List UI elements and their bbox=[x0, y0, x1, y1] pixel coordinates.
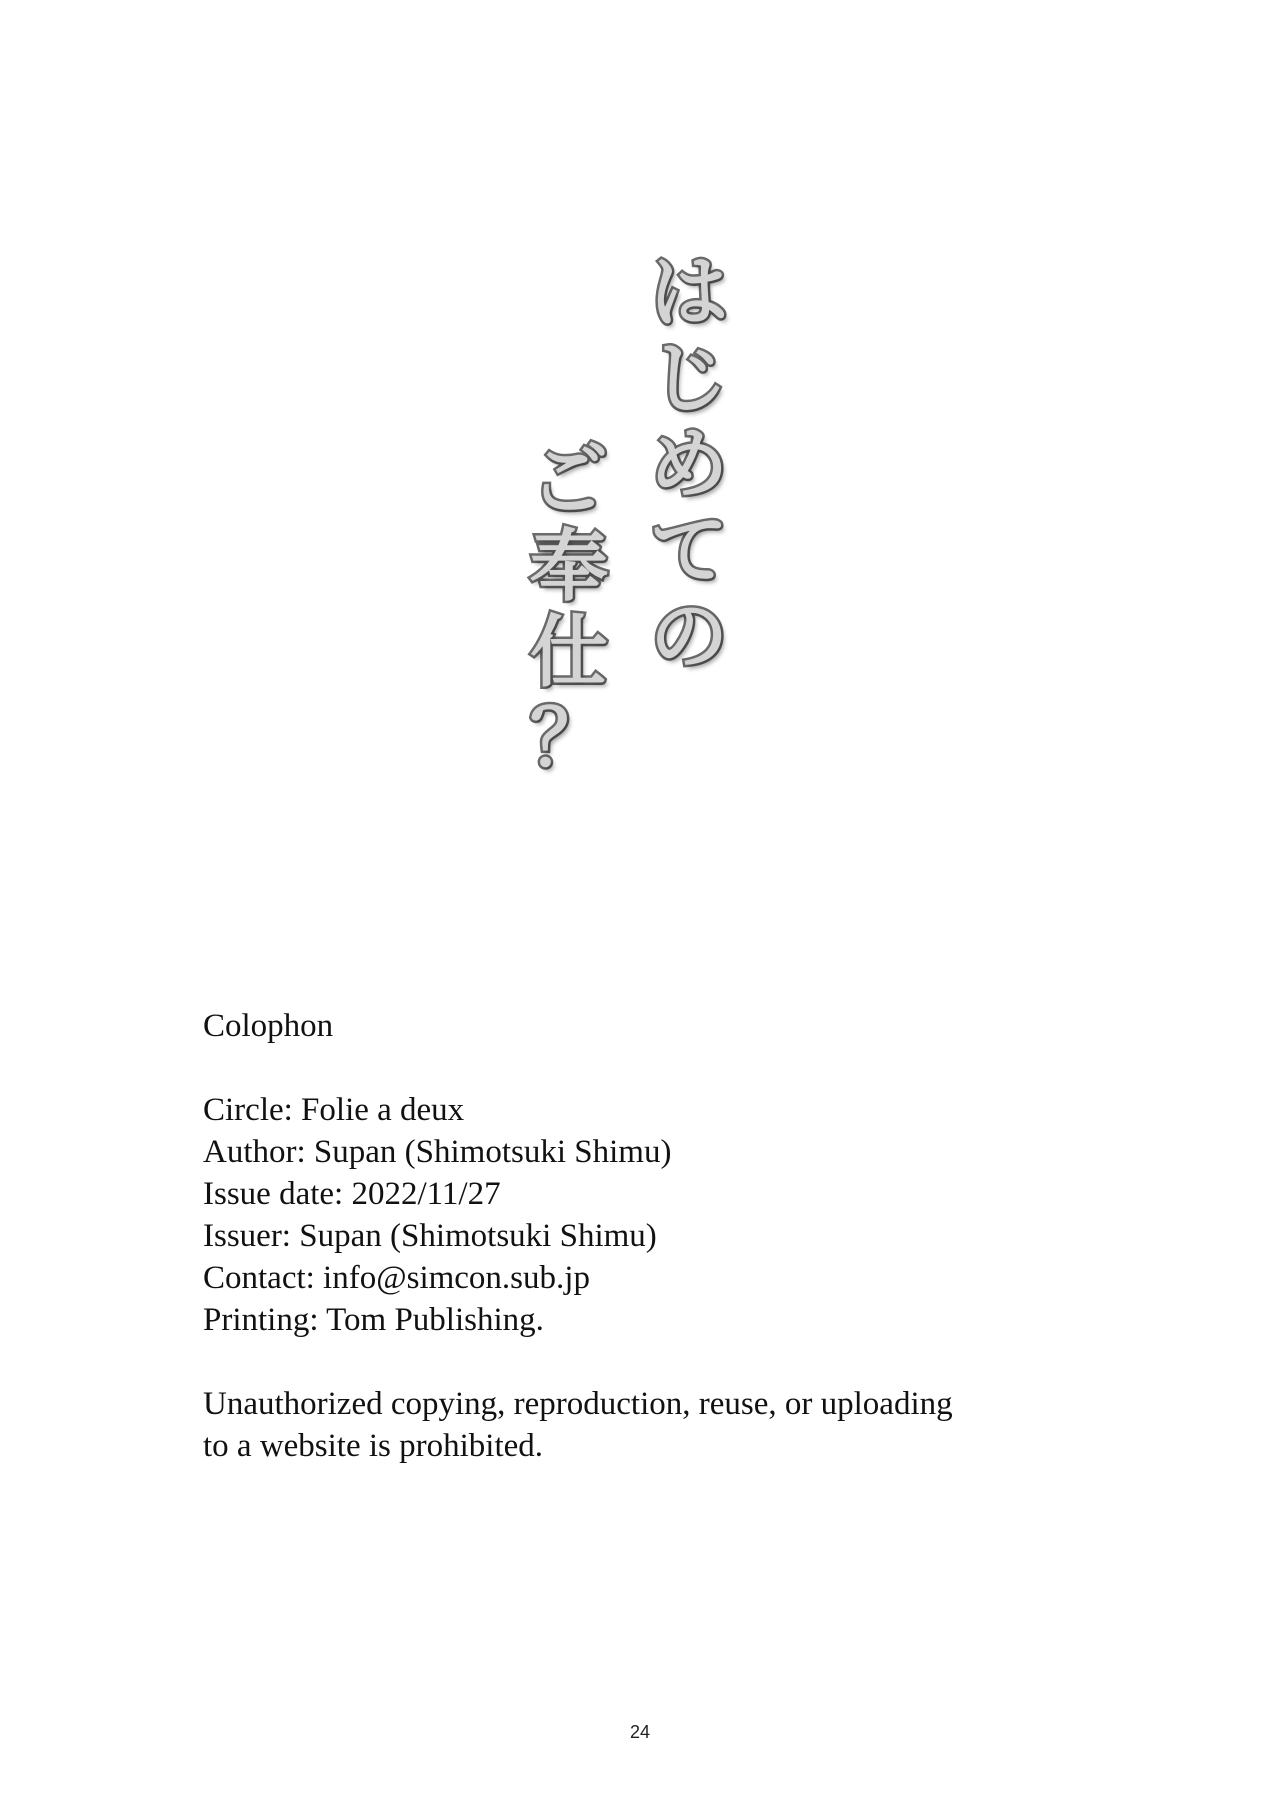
title-column-left bbox=[530, 438, 608, 782]
colophon-issuer: Issuer: Supan (Shimotsuki Shimu) bbox=[203, 1218, 657, 1254]
title-char: 奉 bbox=[530, 522, 609, 612]
colophon-details bbox=[203, 1089, 1103, 1341]
colophon-contact: Contact: info@simcon.sub.jp bbox=[203, 1260, 590, 1296]
title-char: 仕 bbox=[530, 608, 609, 698]
notice-line: Unauthorized copying, reproduction, reuse, or uploading bbox=[203, 1386, 953, 1422]
title-char: て bbox=[650, 506, 729, 596]
title-char: の bbox=[650, 592, 729, 682]
colophon-issue-date: Issue date: 2022/11/27 bbox=[203, 1176, 501, 1212]
copyright-notice bbox=[203, 1383, 1103, 1467]
notice-line: to a website is prohibited. bbox=[203, 1428, 544, 1464]
colophon-printing: Printing: Tom Publishing. bbox=[203, 1302, 544, 1338]
title-char: は bbox=[650, 248, 729, 338]
colophon-heading: Colophon bbox=[203, 1008, 334, 1044]
colophon-section bbox=[203, 1005, 1103, 1467]
colophon-author: Author: Supan (Shimotsuki Shimu) bbox=[203, 1134, 672, 1170]
title-char: め bbox=[650, 420, 729, 510]
vertical-title bbox=[510, 250, 770, 910]
title-char: ？ bbox=[530, 694, 609, 784]
colophon-circle: Circle: Folie a deux bbox=[203, 1092, 465, 1128]
page-number: 24 bbox=[629, 1722, 651, 1742]
title-column-right bbox=[650, 250, 728, 680]
title-char: ご bbox=[530, 436, 609, 526]
title-char: じ bbox=[650, 334, 729, 424]
